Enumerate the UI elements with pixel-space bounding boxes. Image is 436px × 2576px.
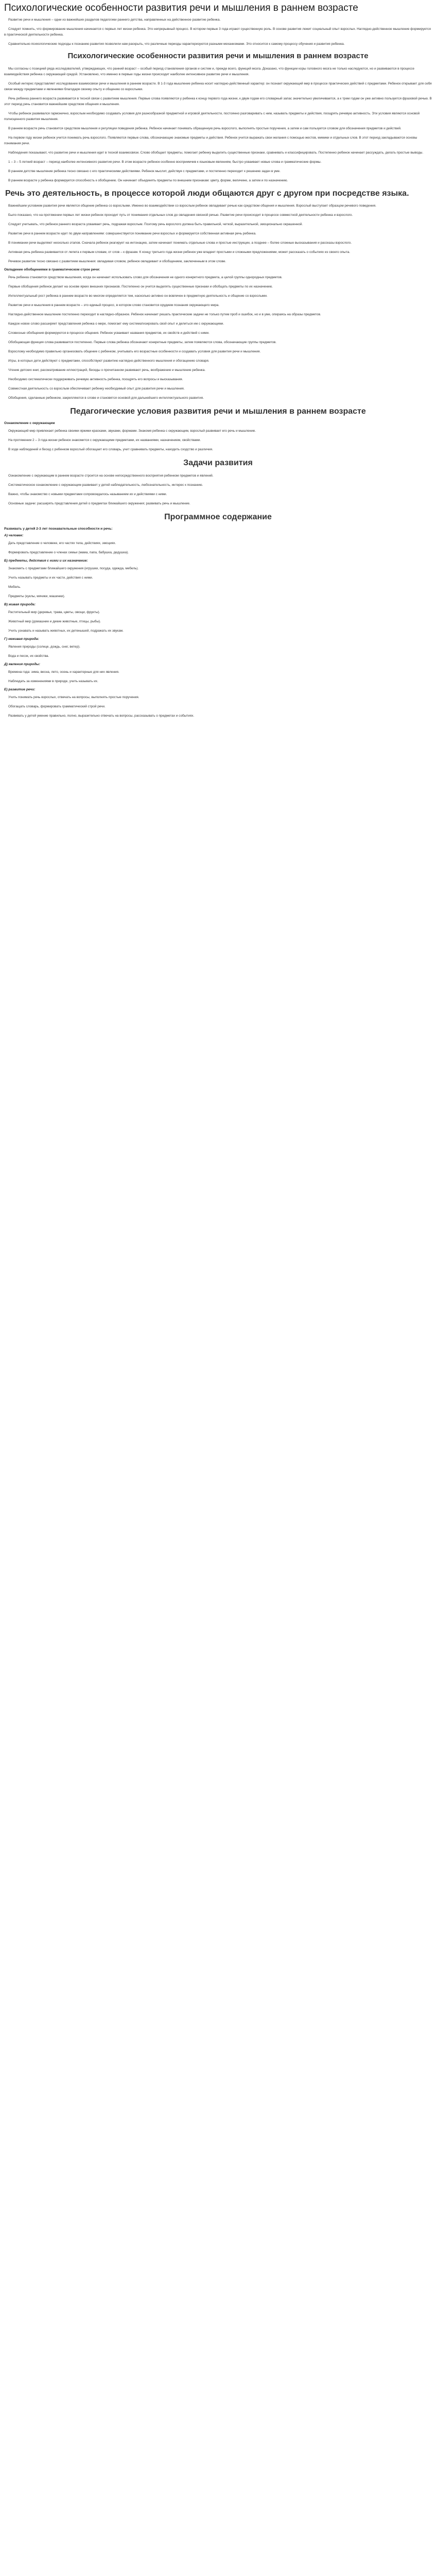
conditions-paragraph: Чтение детских книг, рассматривание иллюстраций, беседы о прочитанном развивают речь, воображение и мышление ребенка.: [8, 368, 206, 372]
tasks-section: [0, 473, 436, 506]
conditions-paragraph: Речь ребенка становится средством мышления, когда он начинает использовать слово для обозначения не одного конкретного предмета, а целой группы однородных предметов.: [8, 276, 283, 279]
conditions-paragraph: Обобщающая функция слова развивается постепенно. Первые слова ребенка обозначают конкретные предметы, затем появляются слова, обозначающие группы предметов.: [8, 341, 277, 344]
speech-paragraph: Активная речь ребенка развивается от лепета к первым словам, от слов – к фразам. К концу третьего года жизни ребенок уже владеет простыми и сложными предложениями, может рассказать о событиях из своего опыта.: [8, 250, 351, 254]
section-heading-psych: Психологические особенности развития речи и мышления в раннем возрасте: [67, 52, 369, 60]
program-item: Дать представление о человеке, его частях тела, действиях, эмоциях.: [8, 541, 116, 545]
conditions-paragraph: Обобщения, сделанные ребенком, закрепляются в слове и становятся основой для дальнейшего интеллектуального развития.: [8, 396, 204, 400]
conditions-paragraph: Взрослому необходимо правильно организовать общение с ребенком, учитывать его возрастные особенности и создавать условия для развития речи и мышления.: [8, 350, 261, 353]
closing-paragraph: Развивать у детей умение правильно, полно, выразительно отвечать на вопросы, рассказывать о предметах и событиях.: [8, 714, 195, 718]
psych-paragraph: В раннем детстве мышление ребенка тесно связано с его практическими действиями. Ребенок мыслит, действуя с предметами, и постепенно переходит к решению задач в уме.: [8, 170, 281, 173]
psych-paragraph: Особый интерес представляет исследование взаимосвязи речи и мышления в раннем возрасте. В 1-3 года мышление ребенка носит наглядно-действенный характер: он познает окружающий мир в процессе практических действий с предметами. Ребенок открывает для себя связи между предметами и явлениями благодаря своему опыту и общению со взрослыми.: [4, 82, 432, 91]
psych-paragraph: Чтобы ребенок развивался гармонично, взрослым необходимо создавать условия для разнообразной предметной и игровой деятельности, постоянно разговаривать с ним, называть предметы и действия, поощрять речевую активность. Эти условия являются основой полноценного развития мышления.: [4, 112, 420, 121]
page-title: Психологические особенности развития речи и мышления в раннем возрасте: [4, 3, 358, 13]
program-section: [0, 534, 436, 709]
conditions-paragraph: Наглядно-действенное мышление постепенно переходит в наглядно-образное. Ребенок начинает решать практические задачи не только путем проб и ошибок, но и в уме, опираясь на образы предметов.: [8, 313, 321, 316]
program-group-label: В) живая природа:: [4, 603, 36, 606]
program-item: Явления природы (солнце, дождь, снег, ветер).: [8, 645, 80, 649]
psych-section: [0, 66, 436, 183]
section-heading-tasks: Задачи развития: [183, 459, 253, 467]
intro-paragraph: Сравнительно-психологические подходы к познанию развития позволили нам раскрыть, что различные периоды характеризуются разными механизмами. Это относится к самому процессу обучения и развития ребенка.: [8, 42, 345, 46]
conditions-paragraph: Интеллектуальный рост ребенка в раннем возрасте во многом определяется тем, насколько активно он вовлечен в предметную деятельность и общение со взрослыми.: [8, 294, 268, 298]
program-group-label: Д) явления природы:: [4, 663, 41, 666]
program-group-label: Г) неживая природа:: [4, 637, 39, 641]
conditions-paragraph: Необходимо систематически поддерживать речевую активность ребенка, поощрять его вопросы и высказывания.: [8, 378, 183, 381]
speech-paragraph: Важнейшим условием развития речи является общение ребенка со взрослыми. Именно во взаимодействии со взрослым ребенок овладевает речью как средством общения и мышления. Взрослый выступает образцом речевого поведения.: [8, 204, 376, 208]
tasks-paragraph: Основные задачи: расширять представления детей о предметах ближайшего окружения; развивать речь и мышление.: [8, 502, 190, 505]
upbringing-paragraph: Окружающий мир привлекает ребенка своими яркими красками, звуками, формами. Знакомя ребенка с окружающим, взрослый развивает его речь и мышление.: [8, 429, 256, 433]
intro-paragraph: Следует помнить, что формирование мышления начинается с первых лет жизни ребенка. Это непрерывный процесс. В котором первые 3 года играют существенную роль. В основе развития лежит социальный опыт взрослых. Наглядно-действенное мышление формируется в практической деятельности ребенка.: [4, 27, 431, 37]
program-group-label: Е) развитие речи:: [4, 688, 36, 691]
program-item: Знакомить с предметами ближайшего окружения (игрушки, посуда, одежда, мебель).: [8, 567, 139, 570]
psych-paragraph: В раннем возрасте речь становится средством мышления и регуляции поведения ребенка. Ребенок начинает понимать обращенную речь взрослого, выполнять простые поручения, а затем и сам пользуется словом для обозначения предметов и действий.: [8, 127, 402, 130]
program-intro: Развивать у детей 2-3 лет познавательные способности и речь:: [4, 527, 113, 531]
conditions-paragraph: Игры, в которых дети действуют с предметами, способствуют развитию наглядно-действенного мышления и обогащению словаря.: [8, 359, 210, 363]
tasks-paragraph: Важно, чтобы знакомство с новыми предметами сопровождалось называнием их и действиями с ними.: [8, 493, 167, 496]
conditions-section: [0, 275, 436, 401]
conditions-paragraph: Первые обобщения ребенок делает на основе ярких внешних признаков. Постепенно он учится выделять существенные признаки и обобщать предметы по их назначению.: [8, 285, 273, 289]
program-item: Учить узнавать и называть животных, их детенышей, подражать их звукам.: [8, 629, 124, 633]
program-item: Наблюдать за изменениями в природе, учить называть их.: [8, 680, 98, 683]
program-item: Вода и песок, их свойства.: [8, 654, 49, 658]
speech-paragraph: Развитие речи в раннем возрасте идет по двум направлениям: совершенствуется понимание речи взрослых и формируется собственная активная речь ребенка.: [8, 232, 256, 235]
program-item: Учить называть предметы и их части, действия с ними.: [8, 576, 93, 580]
upbringing-section: [0, 428, 436, 452]
program-group-label: А) человек:: [4, 534, 24, 537]
conditions-paragraph: Словесные обобщения формируются в процессе общения. Ребенок усваивает названия предметов, их свойств и действий с ними.: [8, 331, 210, 335]
speech-paragraph: Речевое развитие тесно связано с развитием мышления: овладевая словом, ребенок овладевает и обобщением, заключенным в этом слове.: [8, 260, 226, 263]
psych-paragraph: 1 – 3 – 5 летний возраст – период наиболее интенсивного развития речи. В этом возрасте ребенок особенно восприимчив к языковым явлениям, быстро усваивает новые слова и грамматические формы.: [8, 160, 322, 164]
section-heading-pedagog: Педагогические условия развития речи и мышления в раннем возрасте: [70, 407, 366, 416]
conditions-paragraph: Развитие речи и мышления в раннем возрасте – это единый процесс, в котором слово становится орудием познания окружающего мира.: [8, 303, 220, 307]
psych-paragraph: Речь ребенка раннего возраста развивается в тесной связи с развитием мышления. Первые слова появляются у ребенка к концу первого года жизни, к двум годам его словарный запас значительно увеличивается, а к трем годам он уже активно пользуется фразовой речью. В этот период речь становится важнейшим средством общения и мышления.: [4, 97, 432, 106]
section-heading-speech: Речь это деятельность, в процессе которой люди общаются друг с другом при посредстве языка.: [5, 189, 409, 198]
upbringing-label: Ознакомление с окружающим: [4, 421, 55, 425]
tasks-paragraph: Ознакомление с окружающим в раннем возрасте строится на основе непосредственного восприятия ребенком предметов и явлений.: [8, 474, 214, 478]
upbringing-paragraph: На протяжении 2 – 3 года жизни ребенок знакомится с окружающими предметами, их названиями, назначением, свойствами.: [8, 438, 201, 442]
speech-paragraph: Было показано, что на протяжении первых лет жизни ребенок проходит путь от понимания отдельных слов до овладения связной речью. Развитие речи происходит в процессе совместной деятельности ребенка и взрослого.: [8, 213, 353, 217]
psych-paragraph: Мы согласны с позицией ряда исследователей, утверждающих, что ранний возраст – особый период становления органов и систем и, прежде всего, функций мозга. Доказано, что функции коры головного мозга не только наследуются, но и развиваются в процессе взаимодействия ребенка с окружающей средой. Установлено, что именно в первые годы жизни происходит наиболее интенсивное развитие речи и мышления.: [4, 67, 414, 76]
program-item: Обогащать словарь, формировать грамматический строй речи.: [8, 705, 106, 708]
conditions-label: Овладение обобщениями в грамматическом строе речи:: [4, 268, 100, 272]
psych-paragraph: Наблюдения показывают, что развитие речи и мышления идет в тесной взаимосвязи. Слово обобщает предметы, помогает ребенку выделить существенные признаки, сравнивать и классифицировать. Постепенно ребенок начинает рассуждать, делать простые выводы.: [8, 151, 424, 155]
psych-paragraph: На первом году жизни ребенок учится понимать речь взрослого. Появляются первые слова, обозначающие знакомые предметы и действия. Ребенок учится выражать свои желания с помощью жестов, мимики и отдельных слов. В этот период закладываются основы понимания речи.: [4, 136, 417, 145]
program-item: Учить понимать речь взрослых, отвечать на вопросы, выполнять простые поручения.: [8, 696, 139, 699]
conditions-paragraph: Совместная деятельность со взрослым обеспечивает ребенку необходимый опыт для развития речи и мышления.: [8, 387, 185, 391]
program-item: Животный мир (домашние и дикие животные, птицы, рыбы).: [8, 620, 101, 623]
program-item: Времена года: зима, весна, лето, осень и характерные для них явления.: [8, 670, 119, 674]
program-item: Мебель.: [8, 585, 21, 589]
section-heading-program: Программное содержание: [164, 513, 272, 521]
program-item: Предметы (куклы, мячики, машинки).: [8, 595, 65, 598]
intro-paragraph: Развитие речи и мышления – одни из важнейших разделов педагогики раннего детства, направленных на действенное развитие ребенка.: [8, 18, 221, 22]
upbringing-paragraph: В ходе наблюдений и бесед с ребенком взрослый обогащает его словарь, учит сравнивать предметы, находить сходство и различия.: [8, 448, 213, 451]
program-item: Растительный мир (деревья, трава, цветы, овощи, фрукты).: [8, 611, 100, 614]
tasks-paragraph: Систематическое ознакомление с окружающим развивает у детей наблюдательность, любознательность, интерес к познанию.: [8, 483, 203, 487]
program-item: Формировать представление о членах семьи (мама, папа, бабушка, дедушка).: [8, 551, 129, 554]
program-group-label: Б) предметы, действия с ними и их назначение:: [4, 559, 88, 563]
intro-section: [0, 17, 436, 47]
conditions-paragraph: Каждое новое слово расширяет представления ребенка о мире, помогает ему систематизировать свой опыт и делиться им с окружающими.: [8, 322, 224, 326]
psych-paragraph: В раннем возрасте у ребенка формируется способность к обобщению. Он начинает объединять предметы по внешним признакам: цвету, форме, величине, а затем и по назначению.: [8, 179, 288, 182]
speech-paragraph: Следует учитывать, что ребенок раннего возраста усваивает речь, подражая взрослым. Поэтому речь взрослого должна быть правильной, четкой, выразительной, эмоционально окрашенной.: [8, 223, 303, 226]
speech-section: [0, 203, 436, 264]
speech-paragraph: В понимании речи выделяют несколько этапов. Сначала ребенок реагирует на интонацию, затем начинает понимать отдельные слова и простые инструкции, а позднее – более сложные высказывания и рассказы взрослого.: [8, 241, 352, 245]
